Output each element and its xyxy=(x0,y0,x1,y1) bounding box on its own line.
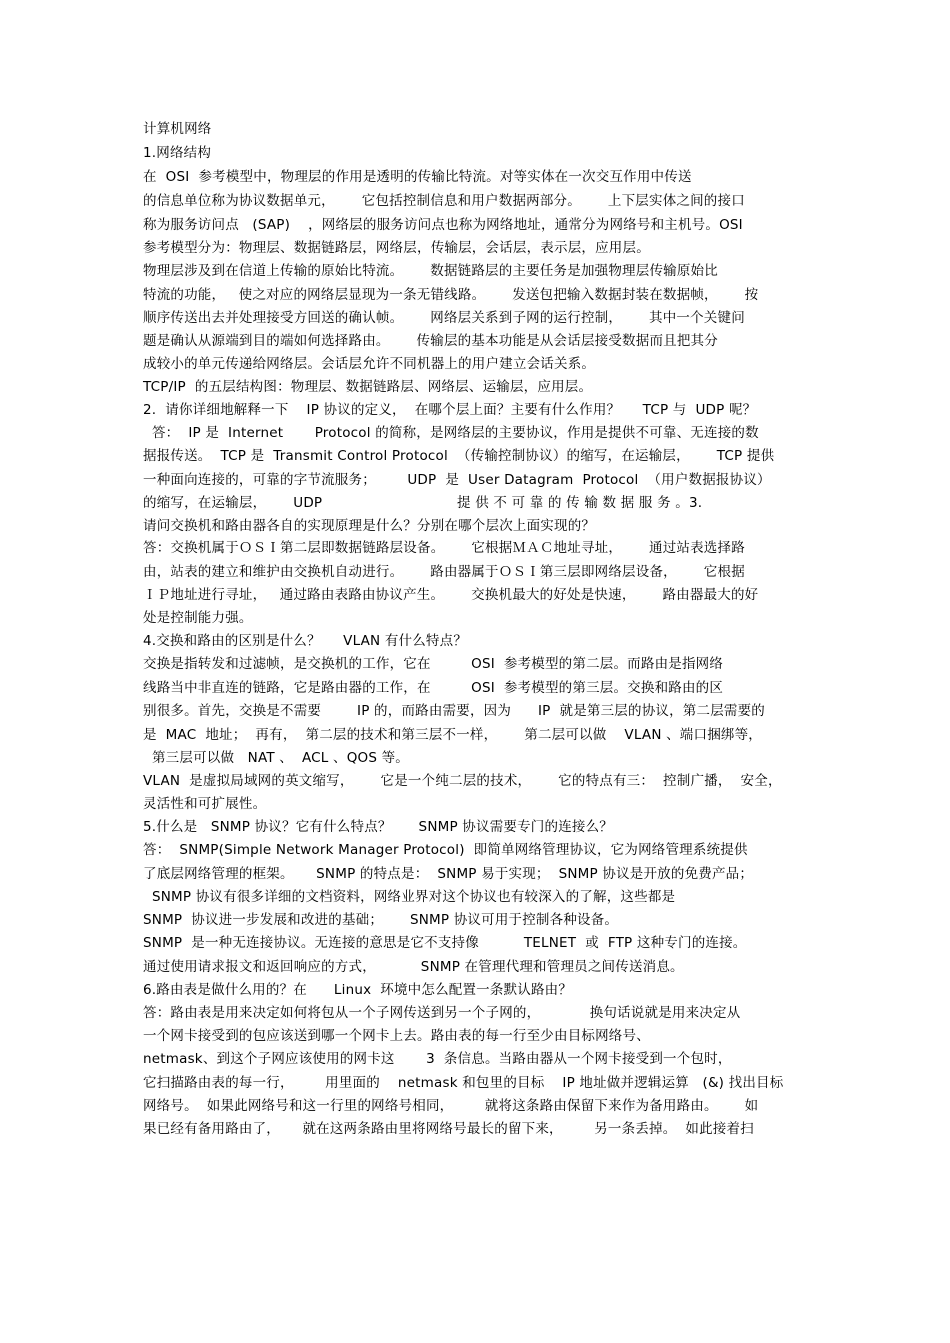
text-line: 称为服务访问点 (SAP) ，网络层的服务访问点也称为网络地址，通常分为网络号和主机号。OSI xyxy=(143,217,743,233)
text-line: 的信息单位称为协议数据单元， 它包括控制信息和用户数据两部分。 上下层实体之间的接口 xyxy=(143,193,745,209)
text-line: 题是确认从源端到目的端如何选择路由。 传输层的基本功能是从会话层接受数据而且把其分 xyxy=(143,333,718,349)
text-line: 4.交换和路由的区别是什么？ VLAN 有什么特点？ xyxy=(143,633,468,649)
text-line: SNMP 是一种无连接协议。无连接的意思是它不支持像 TELNET 或 FTP 这种专门的连接。 xyxy=(143,935,747,951)
text-line: SNMP 协议有很多详细的文档资料，网络业界对这个协议也有较深入的了解，这些都是 xyxy=(143,889,676,905)
text-line: TCP/IP 的五层结构图：物理层、数据链路层、网络层、运输层，应用层。 xyxy=(143,379,593,395)
text-line: 的缩写，在运输层， UDP 提 供 不 可 靠 的 传 输 数 据 服 务 。3. xyxy=(143,495,703,511)
text-line: ＩＰ地址进行寻址， 通过路由表路由协议产生。 交换机最大的好处是快速， 路由器最大的好 xyxy=(143,587,759,603)
text-line: 物理层涉及到在信道上传输的原始比特流。 数据链路层的主要任务是加强物理层传输原始比 xyxy=(143,263,718,279)
text-line: 通过使用请求报文和返回响应的方式， SNMP 在管理代理和管理员之间传送消息。 xyxy=(143,959,684,975)
text-line: 特流的功能， 使之对应的网络层显现为一条无错线路。 发送包把输入数据封装在数据帧， 按 xyxy=(143,287,759,303)
text-line: 它扫描路由表的每一行， 用里面的 netmask 和包里的目标 IP 地址做并逻辑运算 (&) 找出目标 xyxy=(143,1075,784,1091)
text-line: 6.路由表是做什么用的？在 Linux 环境中怎么配置一条默认路由？ xyxy=(143,982,573,998)
text-line: 交换是指转发和过滤帧，是交换机的工作，它在 OSI 参考模型的第二层。而路由是指网络 xyxy=(143,656,724,672)
document-title: 计算机网络 xyxy=(143,121,212,137)
text-line: 线路当中非直连的链路，它是路由器的工作，在 OSI 参考模型的第三层。交换和路由的区 xyxy=(143,680,724,696)
text-line: 第三层可以做 NAT 、 ACL 、QOS 等。 xyxy=(143,750,410,766)
text-line: 一种面向连接的，可靠的字节流服务； UDP 是 User Datagram Protocol （用户数据报协议） xyxy=(143,472,771,488)
text-line: 灵活性和可扩展性。 xyxy=(143,796,267,812)
text-line: 顺序传送出去并处理接受方回送的确认帧。 网络层关系到子网的运行控制， 其中一个关键问 xyxy=(143,310,745,326)
text-line: 果已经有备用路由了， 就在这两条路由里将网络号最长的留下来， 另一条丢掉。 如此接着扫 xyxy=(143,1121,754,1137)
text-line: SNMP 协议进一步发展和改进的基础； SNMP 协议可用于控制各种设备。 xyxy=(143,912,619,928)
text-line: 别很多。首先，交换是不需要 IP 的，而路由需要，因为 IP 就是第三层的协议，第二层需要的 xyxy=(143,703,765,719)
text-line: netmask、到这个子网应该使用的网卡这 3 条信息。当路由器从一个网卡接受到一个包时， xyxy=(143,1051,732,1067)
text-line: 一个网卡接受到的包应该送到哪一个网卡上去。路由表的每一行至少由目标网络号、 xyxy=(143,1028,650,1044)
text-line: 5.什么是 SNMP 协议？它有什么特点？ SNMP 协议需要专门的连接么？ xyxy=(143,819,613,835)
text-line: 参考模型分为：物理层、数据链路层，网络层，传输层，会话层，表示层，应用层。 xyxy=(143,240,650,256)
text-line: 在 OSI 参考模型中，物理层的作用是透明的传输比特流。对等实体在一次交互作用中传送 xyxy=(143,169,692,185)
text-line: 处是控制能力强。 xyxy=(143,610,253,626)
text-line: 是 MAC 地址； 再有， 第二层的技术和第三层不一样， 第二层可以做 VLAN 、端口捆绑等， xyxy=(143,727,763,743)
text-line: 答：路由表是用来决定如何将包从一个子网传送到另一个子网的， 换句话说就是用来决定从 xyxy=(143,1005,741,1021)
text-line: VLAN 是虚拟局域网的英文缩写， 它是一个纯二层的技术， 它的特点有三： 控制广播， 安全， xyxy=(143,773,782,789)
text-line: 2. 请你详细地解释一下 IP 协议的定义， 在哪个层上面？主要有什么作用？ TCP 与 UDP 呢？ xyxy=(143,402,757,418)
text-line: 请问交换机和路由器各自的实现原理是什么？分别在哪个层次上面实现的？ xyxy=(143,518,596,534)
text-line: 成较小的单元传递给网络层。会话层允许不同机器上的用户建立会话关系。 xyxy=(143,356,596,372)
text-line: 答： SNMP(Simple Network Manager Protocol) 即简单网络管理协议，它为网络管理系统提供 xyxy=(143,842,748,858)
text-line: 答：交换机属于ＯＳＩ第二层即数据链路层设备。 它根据ＭＡＣ地址寻址， 通过站表选择路 xyxy=(143,540,745,556)
text-line: 网络号。 如果此网络号和这一行里的网络号相同， 就将这条路由保留下来作为备用路由。 如 xyxy=(143,1098,759,1114)
text-line: 1.网络结构 xyxy=(143,145,212,161)
text-line: 答： IP 是 Internet Protocol 的简称，是网络层的主要协议，作用是提供不可靠、无连接的数 xyxy=(143,425,759,441)
text-line: 由，站表的建立和维护由交换机自动进行。 路由器属于ＯＳＩ第三层即网络层设备， 它根据 xyxy=(143,564,745,580)
text-line: 了底层网络管理的框架。 SNMP 的特点是： SNMP 易于实现； SNMP 协议是开放的免费产品； xyxy=(143,866,754,882)
text-line: 据报传送。 TCP 是 Transmit Control Protocol （传输控制协议）的缩写，在运输层， TCP 提供 xyxy=(143,448,775,464)
